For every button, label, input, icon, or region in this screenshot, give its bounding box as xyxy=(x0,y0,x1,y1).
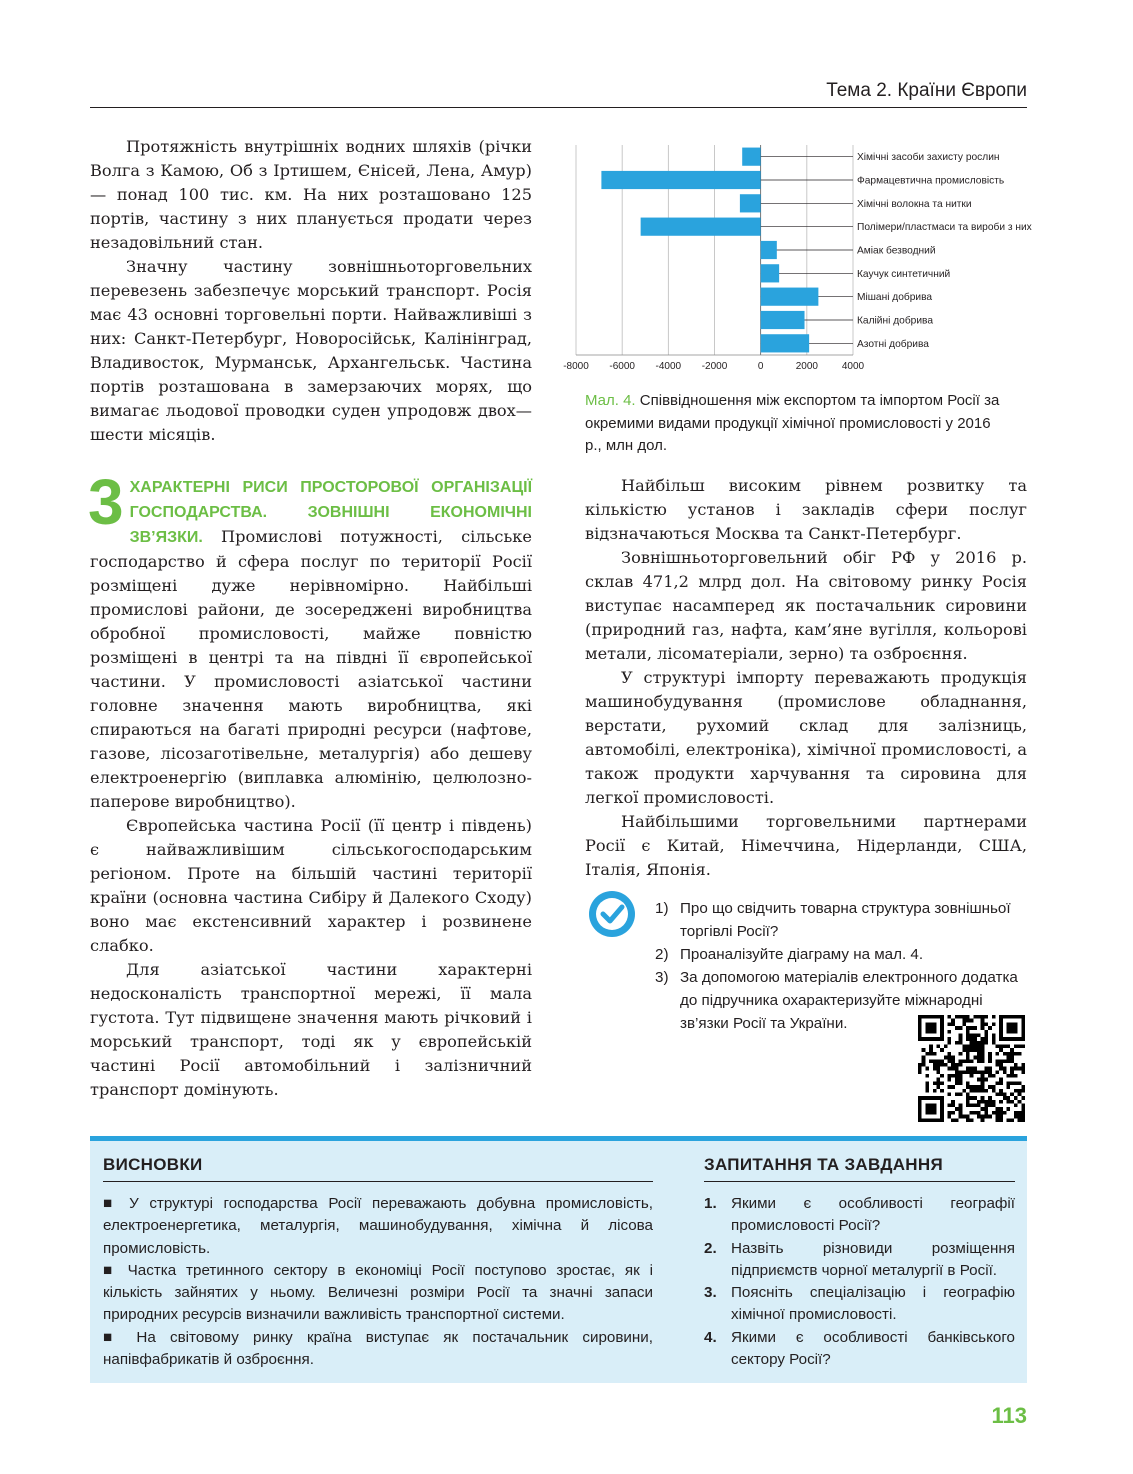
category-label: Хімічні засоби захисту рослин xyxy=(857,152,1000,164)
chart-bar xyxy=(761,288,819,306)
task-number: 4. xyxy=(704,1328,717,1346)
question-item xyxy=(655,943,1027,966)
task-item xyxy=(704,1193,1015,1238)
chart-bar xyxy=(761,311,805,329)
left-column xyxy=(90,135,532,1102)
conclusion-item: ■ На світовому ринку країна виступає як постачальник сировини, напівфабрикатів й озброєння. xyxy=(103,1328,653,1369)
question-item xyxy=(655,897,1027,943)
chart-bar xyxy=(742,148,760,166)
question-number: 3) xyxy=(655,969,669,986)
category-label: Каучук синтетичний xyxy=(857,268,951,280)
chart-bar xyxy=(761,264,779,282)
page-number: 113 xyxy=(991,1403,1027,1428)
check-circle-icon xyxy=(588,890,636,938)
header-rule xyxy=(90,107,1027,108)
chart-bar xyxy=(601,171,760,189)
chart-bar xyxy=(740,194,761,212)
chart-bar xyxy=(641,218,761,236)
question-number: 2) xyxy=(655,946,669,963)
task-number: 2. xyxy=(704,1239,717,1257)
category-label: Аміак безводний xyxy=(857,245,936,257)
category-label: Азотні добрива xyxy=(857,338,929,350)
task-item xyxy=(704,1282,1015,1327)
summary-panel xyxy=(90,1136,1027,1383)
chart-tick-labels xyxy=(563,361,864,372)
conclusions-rule xyxy=(103,1181,653,1182)
chart-category-labels xyxy=(857,151,1032,350)
paragraph: Значну частину зовнішньоторговельних перевезень забезпечує морський транспорт. Росія має 43 основні торговельні порти. Найважливіші з них: Санкт-Петербург, Новоросійськ, Калінінград, Владивосток, Мурманськ, Архангельськ. Частина портів розташована в замерзаючих морях, що вимагає льодової проводки суден упродовж двох—шести місяців. xyxy=(90,257,532,444)
caption-text: Співвідношення між експортом та імпортом Росії за окремими видами продукції хімічної промисловості у 2016 р., млн дол. xyxy=(585,392,1000,454)
paragraph: Протяжність внутрішніх водних шляхів (річки Волга з Камою, Об з Іртишем, Єнісей, Лена, Амур) — понад 100 тис. км. На них розташовано 125 портів, частину з них планується продати через незадовільний стан. xyxy=(90,137,532,252)
paragraph: Зовнішньоторговельний обіг РФ у 2016 р. склав 471,2 млрд дол. На світовому ринку Росія виступає насамперед як постачальник сировини (природний газ, нафта, кам’яне вугілля, кольорові метали, лісоматеріали, зерно) та озброєння. xyxy=(585,548,1027,663)
task-item xyxy=(704,1238,1015,1283)
section-3 xyxy=(88,466,532,814)
paragraph: Найбільш високим рівнем розвитку та кількістю установ і закладів сфери послуг відзначаються Москва та Санкт-Петербург. xyxy=(585,476,1027,543)
category-label: Мішані добрива xyxy=(857,292,933,304)
task-item xyxy=(704,1327,1015,1372)
paragraph: Європейська частина Росії (її центр і південь) є найважливішим сільськогосподарським регіоном. Проте на більшій частині території країни (основна частина Сибіру й Далекого Сходу) воно має екстенсивний характер і розвинене слабко. xyxy=(90,816,532,955)
conclusions-list xyxy=(103,1193,653,1371)
figure-caption xyxy=(585,390,1005,458)
task-text: Поясніть спеціалізацію і географію хімічної промисловості. xyxy=(731,1284,1015,1324)
category-label: Фармацевтична промисловість xyxy=(857,175,1005,187)
caption-label: Мал. 4. xyxy=(585,392,636,409)
paragraph: Найбільшими торговельними партнерами Росії є Китай, Німеччина, Нідерланди, США, Італія, Японія. xyxy=(585,812,1027,879)
paragraph: У структурі імпорту переважають продукція машинобудування (промислове обладнання, верстати, рухомий склад для залізниць, автомобілі, електроніка), хімічної промисловості, а також продукти харчування та сировина для легкої промисловості. xyxy=(585,668,1027,807)
category-label: Хімічні волокна та нитки xyxy=(857,198,972,210)
x-tick-label: 4000 xyxy=(841,361,865,372)
qr-code-icon[interactable] xyxy=(918,1015,1025,1122)
tasks-rule xyxy=(704,1181,1015,1182)
conclusion-item: ■ Частка третинного сектору в економіці Росії поступово зростає, як і кількість зайнятих у ньому. Величезні розміри Росії та значні запаси природних ресурсів визначили важливість транспортної системи. xyxy=(103,1261,653,1324)
question-text: Проаналізуйте діаграму на мал. 4. xyxy=(680,946,924,963)
task-text: Назвіть різновиди розміщення підприємств чорної металургії в Росії. xyxy=(731,1239,1015,1279)
conclusions-heading: ВИСНОВКИ xyxy=(103,1155,203,1174)
x-tick-label: 2000 xyxy=(795,361,818,372)
section-lead: Промислові потужності, сільське господарство й сфера послуг по території Росії розміщені дуже нерівномірно. Найбільші промислові райони, де зосереджені виробництва обробної промисловості, майже повністю розміщені в центрі та на півдні її європейської частини. У промисловості азіатської частини головне значення мають виробництва, які спираються на багаті природні ресурси (нафтове, газове, лісозаготівельне, металургія) або дешеву електроенергію (виплавка алюмінію, целюлозно-паперове виробництво). xyxy=(90,527,532,811)
x-tick-label: -8000 xyxy=(563,361,589,372)
running-header: Тема 2. Країни Європи xyxy=(826,80,1027,101)
x-tick-label: -2000 xyxy=(701,361,728,372)
paragraph: Для азіатської частини характерні недосконалість транспортної мережі, її мала густота. Тут підвищене значення мають річковий і морський транспорт, тоді як у європейській частині Росії автомобільний і залізничний транспорт домінують. xyxy=(90,960,532,1099)
tasks-heading: ЗАПИТАННЯ ТА ЗАВДАННЯ xyxy=(704,1155,943,1174)
conclusion-item: ■ У структурі господарства Росії переважають добувна промисловість, електроенергетика, металургія, машинобудування, хімічна й лісова промисловість. xyxy=(103,1195,653,1257)
right-column xyxy=(585,474,1027,882)
section-number: 3 xyxy=(88,466,124,538)
chart-bar xyxy=(761,334,809,352)
chart-bar xyxy=(761,241,777,259)
category-label: Полімери/пластмаси та вироби з них xyxy=(857,222,1032,234)
task-text: Якими є особливості географії промисловості Росії? xyxy=(731,1195,1015,1235)
task-number: 1. xyxy=(704,1195,717,1212)
x-tick-label: -4000 xyxy=(655,361,682,372)
section-title: ХАРАКТЕРНІ РИСИ ПРОСТОРОВОЇ ОРГАНІЗАЦІЇ ГОСПОДАРСТВА. ЗОВНІШНІ ЕКОНОМІЧНІ ЗВ’ЯЗКИ. xyxy=(129,479,532,546)
task-text: Якими є особливості банківського сектору Росії? xyxy=(731,1328,1015,1369)
x-tick-label: 0 xyxy=(757,361,764,372)
question-number: 1) xyxy=(655,900,669,917)
x-tick-label: -6000 xyxy=(609,361,635,372)
bar-chart xyxy=(560,140,1040,380)
task-number: 3. xyxy=(704,1284,717,1302)
question-text: За допомогою матеріалів електронного додатка до підручника охарактеризуйте міжнародні зв’язки Росії та України. xyxy=(680,969,1018,1032)
question-text: Про що свідчить товарна структура зовнішньої торгівлі Росії? xyxy=(680,900,1011,940)
tasks-list xyxy=(704,1193,1015,1371)
category-label: Калійні добрива xyxy=(857,315,933,327)
